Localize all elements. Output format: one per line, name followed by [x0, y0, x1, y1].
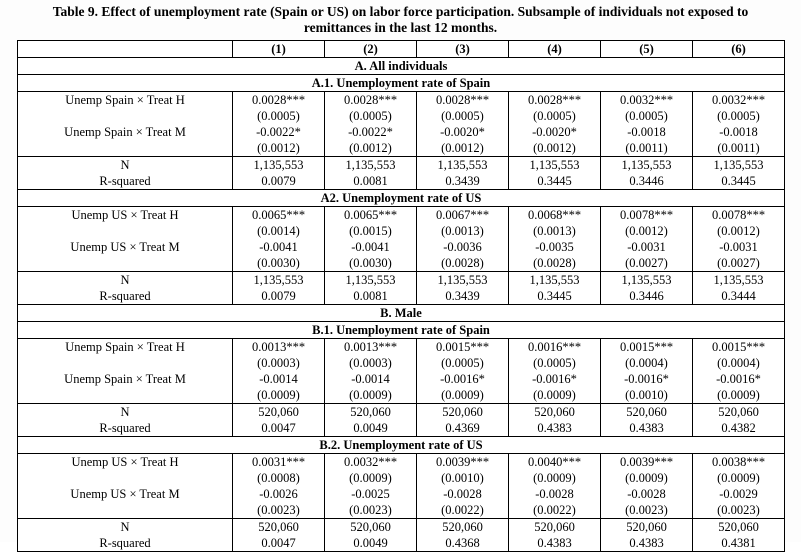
cell-value: 0.0028***	[233, 92, 325, 109]
cell-value: 0.0038***	[693, 454, 785, 471]
cell-value: -0.0020*	[509, 124, 601, 140]
cell-value: 0.0032***	[325, 454, 417, 471]
cell-value: (0.0012)	[509, 140, 601, 157]
cell-value: 520,060	[233, 404, 325, 421]
cell-value: (0.0011)	[601, 140, 693, 157]
cell-value: -0.0031	[601, 239, 693, 255]
cell-value: 0.4381	[693, 535, 785, 552]
row-label: Unemp Spain × Treat H	[18, 339, 233, 356]
cell-value: 0.0032***	[693, 92, 785, 109]
results-table	[17, 40, 785, 552]
cell-value: (0.0023)	[233, 502, 325, 519]
table-row	[18, 420, 785, 437]
cell-value: 0.0039***	[417, 454, 509, 471]
cell-value: 0.0049	[325, 535, 417, 552]
cell-value: 0.0015***	[601, 339, 693, 356]
table-row	[18, 535, 785, 552]
cell-value: -0.0031	[693, 239, 785, 255]
cell-value: (0.0030)	[233, 255, 325, 272]
column-header: (5)	[601, 41, 693, 58]
cell-value: 520,060	[509, 519, 601, 536]
cell-value: (0.0012)	[601, 223, 693, 239]
section-header: B.1. Unemployment rate of Spain	[18, 322, 785, 339]
section-row	[18, 305, 785, 322]
cell-value: 1,135,553	[601, 157, 693, 174]
cell-value: (0.0013)	[509, 223, 601, 239]
cell-value: (0.0028)	[509, 255, 601, 272]
cell-value: (0.0009)	[325, 387, 417, 404]
column-header: (1)	[233, 41, 325, 58]
cell-value: -0.0028	[417, 486, 509, 502]
row-label: R-squared	[99, 421, 151, 435]
cell-value: 520,060	[417, 519, 509, 536]
cell-value: (0.0005)	[417, 355, 509, 371]
cell-value: 0.0079	[233, 288, 325, 305]
cell-value: (0.0010)	[417, 470, 509, 486]
cell-value: 0.4383	[601, 420, 693, 437]
cell-value: 1,135,553	[417, 272, 509, 289]
table-row	[18, 255, 785, 272]
cell-value: (0.0005)	[509, 355, 601, 371]
table-row	[18, 355, 785, 371]
cell-value: 0.0079	[233, 173, 325, 190]
table-row	[18, 502, 785, 519]
row-label: Unemp Spain × Treat M	[64, 372, 186, 386]
table-row	[18, 470, 785, 486]
cell-value: -0.0016*	[601, 371, 693, 387]
cell-value: (0.0022)	[509, 502, 601, 519]
row-label: N	[18, 272, 233, 289]
cell-value: 0.3445	[509, 288, 601, 305]
cell-value: -0.0041	[325, 239, 417, 255]
cell-value: 0.0065***	[233, 207, 325, 224]
table-row	[18, 371, 785, 387]
cell-value: 0.4382	[693, 420, 785, 437]
cell-value: -0.0026	[233, 486, 325, 502]
cell-value: -0.0041	[233, 239, 325, 255]
row-label	[18, 140, 233, 157]
cell-value: -0.0022*	[233, 124, 325, 140]
section-header: A.1. Unemployment rate of Spain	[18, 75, 785, 92]
row-label: R-squared	[99, 289, 151, 303]
row-label	[18, 355, 233, 371]
cell-value: (0.0005)	[693, 108, 785, 124]
cell-value: (0.0005)	[233, 108, 325, 124]
cell-value: (0.0009)	[233, 387, 325, 404]
cell-value: (0.0003)	[233, 355, 325, 371]
cell-value: (0.0012)	[417, 140, 509, 157]
row-label: Unemp Spain × Treat H	[18, 92, 233, 109]
cell-value: (0.0005)	[509, 108, 601, 124]
row-label: N	[18, 404, 233, 421]
cell-value: 0.0081	[325, 173, 417, 190]
row-label: N	[18, 519, 233, 536]
cell-value: 1,135,553	[693, 157, 785, 174]
cell-value: 520,060	[693, 519, 785, 536]
cell-value: -0.0020*	[417, 124, 509, 140]
cell-value: 1,135,553	[509, 157, 601, 174]
cell-value: 0.0028***	[509, 92, 601, 109]
column-header: (2)	[325, 41, 417, 58]
table-row	[18, 404, 785, 421]
row-label	[18, 387, 233, 404]
row-label: Unemp US × Treat M	[70, 487, 180, 501]
table-row	[18, 108, 785, 124]
cell-value: (0.0004)	[693, 355, 785, 371]
cell-value: (0.0015)	[325, 223, 417, 239]
column-header: (4)	[509, 41, 601, 58]
cell-value: 0.0039***	[601, 454, 693, 471]
cell-value: 0.0016***	[509, 339, 601, 356]
cell-value: 0.0015***	[693, 339, 785, 356]
cell-value: -0.0018	[693, 124, 785, 140]
cell-value: -0.0035	[509, 239, 601, 255]
cell-value: 0.4383	[509, 420, 601, 437]
row-label: Unemp Spain × Treat M	[64, 125, 186, 139]
cell-value: (0.0013)	[417, 223, 509, 239]
cell-value: -0.0014	[325, 371, 417, 387]
cell-value: -0.0018	[601, 124, 693, 140]
cell-value: 0.0013***	[233, 339, 325, 356]
section-row	[18, 75, 785, 92]
cell-value: (0.0022)	[417, 502, 509, 519]
section-row	[18, 437, 785, 454]
section-header: B.2. Unemployment rate of US	[18, 437, 785, 454]
column-header: (3)	[417, 41, 509, 58]
table-row	[18, 207, 785, 224]
stub-header	[18, 41, 233, 58]
cell-value: 520,060	[601, 519, 693, 536]
cell-value: 0.0032***	[601, 92, 693, 109]
table-row	[18, 339, 785, 356]
cell-value: 520,060	[417, 404, 509, 421]
row-label: Unemp US × Treat H	[18, 207, 233, 224]
table-row	[18, 272, 785, 289]
cell-value: 0.0078***	[693, 207, 785, 224]
cell-value: 0.0015***	[417, 339, 509, 356]
cell-value: (0.0009)	[509, 470, 601, 486]
cell-value: (0.0010)	[601, 387, 693, 404]
table-row	[18, 288, 785, 305]
cell-value: 0.3446	[601, 173, 693, 190]
table-row	[18, 223, 785, 239]
row-label: R-squared	[99, 174, 151, 188]
cell-value: 1,135,553	[325, 272, 417, 289]
section-row	[18, 322, 785, 339]
cell-value: (0.0023)	[325, 502, 417, 519]
table-title	[0, 0, 801, 36]
table-row	[18, 173, 785, 190]
table-row	[18, 486, 785, 502]
cell-value: (0.0012)	[693, 223, 785, 239]
cell-value: 0.4383	[509, 535, 601, 552]
cell-value: 0.0065***	[325, 207, 417, 224]
cell-value: 0.0040***	[509, 454, 601, 471]
cell-value: (0.0027)	[601, 255, 693, 272]
cell-value: 0.4383	[601, 535, 693, 552]
cell-value: (0.0011)	[693, 140, 785, 157]
cell-value: 0.0028***	[325, 92, 417, 109]
cell-value: (0.0008)	[233, 470, 325, 486]
cell-value: (0.0009)	[509, 387, 601, 404]
cell-value: (0.0005)	[601, 108, 693, 124]
cell-value: 0.0028***	[417, 92, 509, 109]
cell-value: 520,060	[601, 404, 693, 421]
cell-value: 0.3439	[417, 173, 509, 190]
cell-value: 1,135,553	[509, 272, 601, 289]
table-row	[18, 124, 785, 140]
section-header: B. Male	[18, 305, 785, 322]
cell-value: (0.0030)	[325, 255, 417, 272]
table-row	[18, 92, 785, 109]
cell-value: 0.0031***	[233, 454, 325, 471]
cell-value: -0.0014	[233, 371, 325, 387]
table-row	[18, 519, 785, 536]
cell-value: 520,060	[233, 519, 325, 536]
cell-value: 1,135,553	[693, 272, 785, 289]
cell-value: 0.3445	[509, 173, 601, 190]
table-row	[18, 239, 785, 255]
table-row	[18, 157, 785, 174]
cell-value: 520,060	[509, 404, 601, 421]
cell-value: 0.0049	[325, 420, 417, 437]
table-row	[18, 387, 785, 404]
cell-value: -0.0028	[601, 486, 693, 502]
section-row	[18, 190, 785, 207]
table-row	[18, 140, 785, 157]
cell-value: 0.0013***	[325, 339, 417, 356]
cell-value: 0.0081	[325, 288, 417, 305]
row-label	[18, 255, 233, 272]
row-label: Unemp US × Treat H	[18, 454, 233, 471]
row-label: R-squared	[99, 536, 151, 550]
cell-value: 0.0067***	[417, 207, 509, 224]
column-header: (6)	[693, 41, 785, 58]
table-row	[18, 454, 785, 471]
cell-value: -0.0016*	[693, 371, 785, 387]
cell-value: -0.0016*	[417, 371, 509, 387]
cell-value: (0.0003)	[325, 355, 417, 371]
cell-value: -0.0029	[693, 486, 785, 502]
cell-value: (0.0009)	[693, 470, 785, 486]
cell-value: -0.0028	[509, 486, 601, 502]
table-title-line2: remittances in the last 12 months.	[303, 20, 498, 35]
cell-value: 1,135,553	[417, 157, 509, 174]
cell-value: 1,135,553	[325, 157, 417, 174]
cell-value: 0.3439	[417, 288, 509, 305]
cell-value: 0.3446	[601, 288, 693, 305]
cell-value: 0.4368	[417, 535, 509, 552]
cell-value: (0.0005)	[417, 108, 509, 124]
cell-value: 0.3444	[693, 288, 785, 305]
cell-value: 1,135,553	[233, 157, 325, 174]
cell-value: 1,135,553	[233, 272, 325, 289]
cell-value: (0.0009)	[693, 387, 785, 404]
cell-value: (0.0009)	[601, 470, 693, 486]
cell-value: -0.0016*	[509, 371, 601, 387]
cell-value: (0.0014)	[233, 223, 325, 239]
cell-value: (0.0009)	[417, 387, 509, 404]
cell-value: 0.4369	[417, 420, 509, 437]
cell-value: -0.0036	[417, 239, 509, 255]
results-table-body	[18, 41, 785, 552]
cell-value: (0.0012)	[233, 140, 325, 157]
cell-value: 520,060	[325, 519, 417, 536]
row-label	[18, 223, 233, 239]
cell-value: 520,060	[693, 404, 785, 421]
row-label	[18, 108, 233, 124]
cell-value: (0.0028)	[417, 255, 509, 272]
cell-value: (0.0023)	[601, 502, 693, 519]
cell-value: (0.0012)	[325, 140, 417, 157]
cell-value: (0.0009)	[325, 470, 417, 486]
section-header: A. All individuals	[18, 58, 785, 75]
row-label: Unemp US × Treat M	[70, 240, 180, 254]
table-title-line1: Table 9. Effect of unemployment rate (Spain or US) on labor force participation. Subsample of individuals not exposed to	[52, 4, 749, 19]
column-header-row	[18, 41, 785, 58]
cell-value: 0.0068***	[509, 207, 601, 224]
cell-value: 0.3445	[693, 173, 785, 190]
row-label: N	[18, 157, 233, 174]
row-label	[18, 470, 233, 486]
cell-value: (0.0005)	[325, 108, 417, 124]
cell-value: -0.0022*	[325, 124, 417, 140]
cell-value: 1,135,553	[601, 272, 693, 289]
cell-value: 0.0047	[233, 535, 325, 552]
cell-value: (0.0004)	[601, 355, 693, 371]
cell-value: -0.0025	[325, 486, 417, 502]
cell-value: 0.0047	[233, 420, 325, 437]
row-label	[18, 502, 233, 519]
section-header: A2. Unemployment rate of US	[18, 190, 785, 207]
cell-value: 0.0078***	[601, 207, 693, 224]
cell-value: (0.0027)	[693, 255, 785, 272]
section-row	[18, 58, 785, 75]
cell-value: 520,060	[325, 404, 417, 421]
cell-value: (0.0023)	[693, 502, 785, 519]
